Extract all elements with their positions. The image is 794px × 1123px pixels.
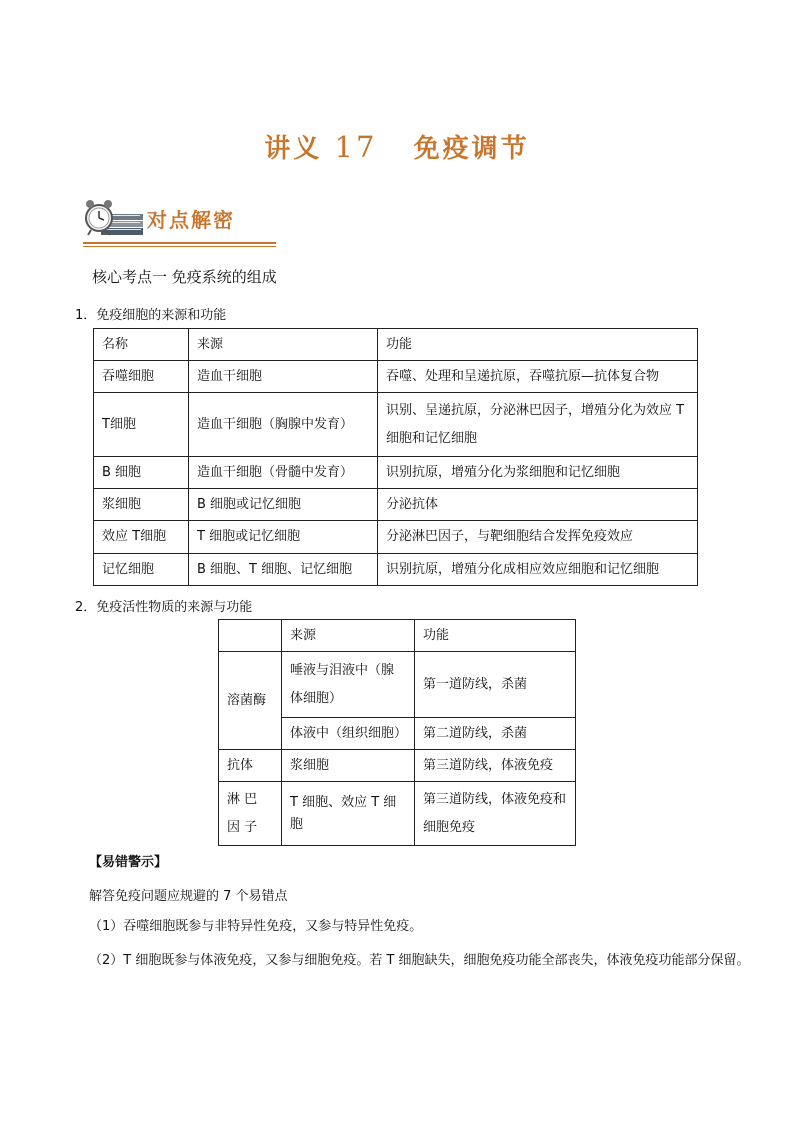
cell-source: B 细胞、T 细胞、记忆细胞 bbox=[189, 554, 378, 586]
cell-name: 吞噬细胞 bbox=[94, 361, 189, 393]
cell-source: 浆细胞 bbox=[282, 750, 415, 782]
cell-function: 第一道防线，杀菌 bbox=[415, 652, 576, 718]
table-header-row bbox=[219, 620, 576, 652]
table-row bbox=[219, 750, 576, 782]
banner-rule bbox=[83, 242, 276, 244]
warning-point-2: （2）T 细胞既参与体液免疫，又参与细胞免疫。若 T 细胞缺失，细胞免疫功能全部丧失，体液免疫功能部分保留。 bbox=[89, 953, 750, 968]
table-row bbox=[94, 457, 698, 489]
cell-source: 造血干细胞（骨髓中发育） bbox=[189, 457, 378, 489]
header-cell: 功能 bbox=[378, 329, 698, 361]
warning-title: 【易错警示】 bbox=[89, 855, 168, 870]
cell-name: 淋 巴 因 子 bbox=[219, 782, 282, 846]
cell-function: 识别抗原，增殖分化成相应效应细胞和记忆细胞 bbox=[378, 554, 698, 586]
warning-intro: 解答免疫问题应规避的 7 个易错点 bbox=[89, 889, 288, 904]
cell-name: B 细胞 bbox=[94, 457, 189, 489]
immune-cells-table bbox=[93, 328, 698, 586]
cell-function: 第二道防线，杀菌 bbox=[415, 718, 576, 750]
table-row bbox=[94, 489, 698, 521]
cell-name: 记忆细胞 bbox=[94, 554, 189, 586]
cell-name: 溶菌酶 bbox=[219, 652, 282, 750]
banner-label: 对点解密 bbox=[147, 208, 235, 232]
cell-source: 造血干细胞（胸腺中发育） bbox=[189, 393, 378, 457]
cell-name: 浆细胞 bbox=[94, 489, 189, 521]
header-cell: 名称 bbox=[94, 329, 189, 361]
immune-substances-table bbox=[218, 619, 576, 846]
page-title bbox=[0, 128, 794, 165]
header-cell: 来源 bbox=[189, 329, 378, 361]
cell-source: 造血干细胞 bbox=[189, 361, 378, 393]
title-suffix: 免疫调节 bbox=[413, 134, 530, 164]
cell-source: B 细胞或记忆细胞 bbox=[189, 489, 378, 521]
table-row bbox=[219, 652, 576, 718]
cell-name: T细胞 bbox=[94, 393, 189, 457]
item-2-heading: 2．免疫活性物质的来源与功能 bbox=[75, 600, 253, 615]
item-1-heading: 1．免疫细胞的来源和功能 bbox=[75, 308, 227, 323]
section-banner bbox=[83, 196, 276, 248]
cell-function: 第三道防线，体液免疫和细胞免疫 bbox=[415, 782, 576, 846]
table-row bbox=[94, 521, 698, 554]
table-row bbox=[219, 782, 576, 846]
cell-function: 识别、呈递抗原，分泌淋巴因子，增殖分化为效应 T细胞和记忆细胞 bbox=[378, 393, 698, 457]
cell-function: 分泌淋巴因子，与靶细胞结合发挥免疫效应 bbox=[378, 521, 698, 554]
alarm-clock-books-icon bbox=[83, 196, 145, 242]
title-prefix: 讲义 bbox=[264, 134, 323, 164]
table-row bbox=[94, 554, 698, 586]
header-cell: 功能 bbox=[415, 620, 576, 652]
cell-source: T 细胞或记忆细胞 bbox=[189, 521, 378, 554]
cell-source: 体液中（组织细胞） bbox=[282, 718, 415, 750]
section-heading: 核心考点一 免疫系统的组成 bbox=[92, 268, 277, 286]
cell-function: 识别抗原，增殖分化为浆细胞和记忆细胞 bbox=[378, 457, 698, 489]
title-number: 17 bbox=[334, 130, 378, 164]
warning-point-1: （1）吞噬细胞既参与非特异性免疫，又参与特异性免疫。 bbox=[89, 919, 423, 934]
header-cell: 来源 bbox=[282, 620, 415, 652]
cell-function: 第三道防线，体液免疫 bbox=[415, 750, 576, 782]
table-row bbox=[94, 393, 698, 457]
cell-function: 分泌抗体 bbox=[378, 489, 698, 521]
header-cell-empty bbox=[219, 620, 282, 652]
banner-rule-thin bbox=[83, 246, 276, 247]
cell-source: 唾液与泪液中（腺体细胞） bbox=[282, 652, 415, 718]
table-row bbox=[94, 361, 698, 393]
cell-source: T 细胞、效应 T 细胞 bbox=[282, 782, 415, 846]
cell-name: 效应 T细胞 bbox=[94, 521, 189, 554]
cell-function: 吞噬、处理和呈递抗原，吞噬抗原—抗体复合物 bbox=[378, 361, 698, 393]
cell-name: 抗体 bbox=[219, 750, 282, 782]
table-header-row bbox=[94, 329, 698, 361]
